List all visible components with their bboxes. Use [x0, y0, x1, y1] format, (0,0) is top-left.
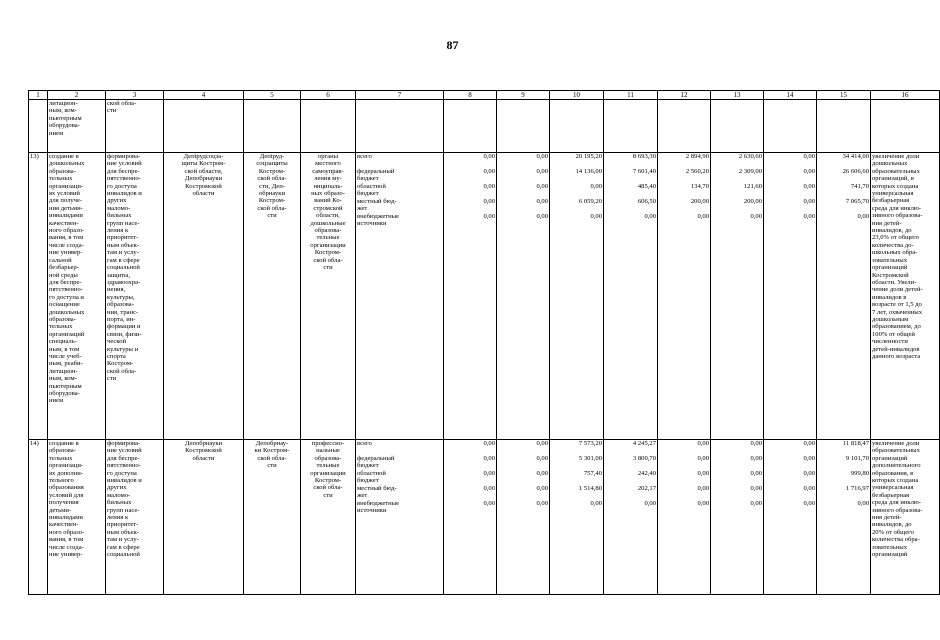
amount-value: 0,00 [536, 440, 548, 447]
amount-value: 0,00 [483, 485, 495, 492]
col-header: 9 [497, 91, 550, 100]
amount-cell [658, 153, 711, 440]
row-number-cell: 14) [29, 440, 48, 595]
funding-source-label: областной бюджет [357, 470, 386, 485]
event-name-cell: создание в дошкольных образова- тельных организаци- ях условий для получе- ния детьми- инвалидами качествен- ного образо- вания, в том числе созда- ние универ- сальной безбарьер- ной среды для беспре- пятственно- го доступа и оснащение дошкольных образова- тельных организаций специаль- ным, в том числе учеб- ным, реаби- литацион- ным, ком- пьютерным оборудова- нием [48, 153, 106, 440]
amount-value: 0,00 [483, 213, 495, 220]
cell [711, 100, 764, 153]
amount-cell [444, 153, 497, 440]
amount-value: 0,00 [750, 485, 762, 492]
amount-value: 1 716,97 [845, 485, 869, 492]
amount-value: 0,00 [697, 213, 709, 220]
funding-sources-cell [356, 440, 444, 595]
co-executor-cell: Депtруд- соцзащиты Костром- ской обла- сти, Деп- обрнауки Костром- ской обла- сти [244, 153, 301, 440]
event-name-cell: литацион- ным, ком- пьютерным оборудова- нием [48, 100, 106, 153]
amount-value: 0,00 [483, 440, 495, 447]
col-header: 10 [550, 91, 604, 100]
amount-value: 0,00 [697, 455, 709, 462]
amount-value: 14 136,00 [575, 168, 602, 175]
responsible-executor-cell: Депобрнауки Костромской области [164, 440, 244, 595]
table-row [29, 153, 940, 440]
amount-value: 0,00 [697, 440, 709, 447]
amount-value: 20 195,20 [575, 153, 602, 160]
amount-value: 7 601,40 [632, 168, 656, 175]
amount-value: 0,00 [857, 500, 869, 507]
amount-value: 0,00 [536, 470, 548, 477]
cell [497, 100, 550, 153]
col-header: 12 [658, 91, 711, 100]
amount-cell [764, 153, 817, 440]
amount-value: 0,00 [483, 168, 495, 175]
amount-value: 0,00 [803, 213, 815, 220]
responsible-executor-cell: Депtрудсоцза- щиты Костром- ской области, Депобрнауки Костромской области [164, 153, 244, 440]
amount-value: 242,40 [637, 470, 656, 477]
cell [764, 100, 817, 153]
cell [301, 100, 356, 153]
table-row [29, 440, 940, 595]
funding-source-label: местный бюд- жет [357, 198, 397, 213]
amount-value: 34 414,00 [842, 153, 869, 160]
amount-value: 202,17 [637, 485, 656, 492]
cell [871, 100, 940, 153]
amount-value: 0,00 [803, 440, 815, 447]
event-name-cell: создание в образова- тельных организаци- ях дополни- тельного образования условий для получения детьми- инвалидами качествен- ного образо- вания, в том числе созда- ние универ- [48, 440, 106, 595]
amount-value: 0,00 [644, 213, 656, 220]
col-header: 5 [244, 91, 301, 100]
amount-cell [658, 440, 711, 595]
amount-value: 0,00 [536, 455, 548, 462]
amount-value: 0,00 [857, 213, 869, 220]
cell [164, 100, 244, 153]
cell [817, 100, 871, 153]
amount-value: 2 309,00 [738, 168, 762, 175]
amount-value: 0,00 [483, 153, 495, 160]
cell [658, 100, 711, 153]
amount-value: 999,80 [850, 470, 869, 477]
cell [444, 100, 497, 153]
purpose-cell: формирова- ние условий для беспре- пятственно- го доступа инвалидов и других маломо- бильных групп насе- ления к приоритет- ным объек- там и услу- гам в сфере социальной защиты, здравоохра- нения, культуры, образова- ния, транс- порта, ин- формации и связи, физи- ческой культуры и спорта Костром- ской обла- сти [106, 153, 164, 440]
participants-cell: профессио- нальные образова- тельные организации Костром- ской обла- сти [301, 440, 356, 595]
col-header: 8 [444, 91, 497, 100]
amount-cell [550, 440, 604, 595]
amount-value: 0,00 [536, 168, 548, 175]
cell [29, 100, 48, 153]
funding-source-label: всего [357, 153, 372, 160]
amount-value: 0,00 [697, 470, 709, 477]
amount-value: 8 693,30 [632, 153, 656, 160]
amount-value: 0,00 [536, 213, 548, 220]
amount-cell [764, 440, 817, 595]
amount-value: 0,00 [590, 213, 602, 220]
amount-value: 26 606,60 [842, 168, 869, 175]
funding-source-label: федеральный бюджет [357, 455, 395, 470]
expected-result-cell: увеличение доли дошкольных образовательных организаций, в которых создана универсальная безбарьерная среда для инклю- зивного образова- ния детей- инвалидов, до 23,0% от общего количества до- школьных обра- зовательных организаций Костромской области. Увели- чение доли детей- инвалидов в возрасте от 1,5 до 7 лет, охваченных дошкольным образованием, до 100% от общей численности детей-инвалидов данного возраста [871, 153, 940, 440]
amount-value: 0,00 [750, 500, 762, 507]
amount-value: 2 560,20 [685, 168, 709, 175]
amount-cell [497, 153, 550, 440]
amount-cell [711, 153, 764, 440]
amount-value: 0,00 [536, 153, 548, 160]
cell [356, 100, 444, 153]
amount-value: 0,00 [590, 500, 602, 507]
amount-value: 0,00 [750, 440, 762, 447]
amount-value: 757,40 [583, 470, 602, 477]
amount-value: 0,00 [803, 470, 815, 477]
amount-value: 0,00 [803, 168, 815, 175]
amount-value: 9 101,70 [845, 455, 869, 462]
col-header: 11 [604, 91, 658, 100]
expected-result-cell: увеличение доли образовательных организаций дополнительного образования, в которых создана универсальная безбарьерная среда для инклю- зивного образова- ния детей- инвалидов, до 20% от общего количества обра- зовательных организаций [871, 440, 940, 595]
continuation-row [29, 100, 940, 153]
amount-value: 0,00 [803, 485, 815, 492]
col-header: 13 [711, 91, 764, 100]
amount-value: 0,00 [483, 470, 495, 477]
amount-value: 0,00 [536, 183, 548, 190]
amount-value: 121,60 [743, 183, 762, 190]
cell [604, 100, 658, 153]
amount-value: 4 245,27 [632, 440, 656, 447]
program-table [28, 90, 940, 595]
amount-cell [497, 440, 550, 595]
col-header: 4 [164, 91, 244, 100]
amount-value: 1 514,80 [578, 485, 602, 492]
funding-source-label: всего [357, 440, 372, 447]
amount-cell [444, 440, 497, 595]
column-number-row [29, 91, 940, 100]
amount-cell [604, 440, 658, 595]
amount-value: 7 065,70 [845, 198, 869, 205]
amount-value: 0,00 [644, 500, 656, 507]
amount-value: 0,00 [750, 470, 762, 477]
amount-value: 134,70 [690, 183, 709, 190]
amount-value: 7 573,20 [578, 440, 602, 447]
amount-value: 0,00 [536, 198, 548, 205]
purpose-cell: ской обла- сти [106, 100, 164, 153]
amount-value: 200,00 [690, 198, 709, 205]
amount-value: 0,00 [483, 455, 495, 462]
col-header: 1 [29, 91, 48, 100]
amount-value: 0,00 [750, 455, 762, 462]
amount-value: 2 630,60 [738, 153, 762, 160]
amount-value: 0,00 [697, 500, 709, 507]
amount-value: 0,00 [803, 455, 815, 462]
amount-value: 0,00 [590, 183, 602, 190]
amount-cell [550, 153, 604, 440]
co-executor-cell: Депобрнау- ки Костром- ской обла- сти [244, 440, 301, 595]
col-header: 3 [106, 91, 164, 100]
amount-value: 0,00 [750, 213, 762, 220]
amount-value: 0,00 [697, 485, 709, 492]
cell [550, 100, 604, 153]
amount-value: 606,50 [637, 198, 656, 205]
cell [244, 100, 301, 153]
amount-value: 6 059,20 [578, 198, 602, 205]
funding-source-label: местный бюд- жет [357, 485, 397, 500]
col-header: 6 [301, 91, 356, 100]
col-header: 7 [356, 91, 444, 100]
amount-value: 0,00 [483, 198, 495, 205]
col-header: 16 [871, 91, 940, 100]
amount-value: 0,00 [483, 183, 495, 190]
amount-cell [817, 440, 871, 595]
amount-value: 0,00 [803, 153, 815, 160]
amount-value: 741,70 [850, 183, 869, 190]
funding-source-label: внебюджетные источники [357, 213, 400, 228]
amount-value: 200,00 [743, 198, 762, 205]
participants-cell: органы местного самоуправ- ления му- ниципаль- ных образо- ваний Ко- стромской области, дошкольные образова- тельные организации Костром- ской обла- сти [301, 153, 356, 440]
amount-value: 0,00 [536, 500, 548, 507]
col-header: 15 [817, 91, 871, 100]
purpose-cell: формирова- ние условий для беспре- пятственно- го доступа инвалидов и других маломо- бильных групп насе- ления к приоритет- ным объек- там и услу- гам в сфере социальной [106, 440, 164, 595]
amount-value: 0,00 [803, 183, 815, 190]
amount-value: 0,00 [536, 485, 548, 492]
amount-cell [711, 440, 764, 595]
amount-value: 485,40 [637, 183, 656, 190]
amount-value: 5 301,00 [578, 455, 602, 462]
funding-source-label: федеральный бюджет [357, 168, 395, 183]
amount-cell [604, 153, 658, 440]
col-header: 2 [48, 91, 106, 100]
amount-value: 3 800,70 [632, 455, 656, 462]
page-number: 87 [446, 38, 459, 52]
amount-value: 11 818,47 [842, 440, 869, 447]
funding-source-label: областной бюджет [357, 183, 386, 198]
amount-value: 0,00 [483, 500, 495, 507]
col-header: 14 [764, 91, 817, 100]
amount-cell [817, 153, 871, 440]
amount-value: 0,00 [803, 500, 815, 507]
funding-sources-cell [356, 153, 444, 440]
amount-value: 0,00 [803, 198, 815, 205]
amount-value: 2 894,90 [685, 153, 709, 160]
row-number-cell: 13) [29, 153, 48, 440]
funding-source-label: внебюджетные источники [357, 500, 400, 515]
